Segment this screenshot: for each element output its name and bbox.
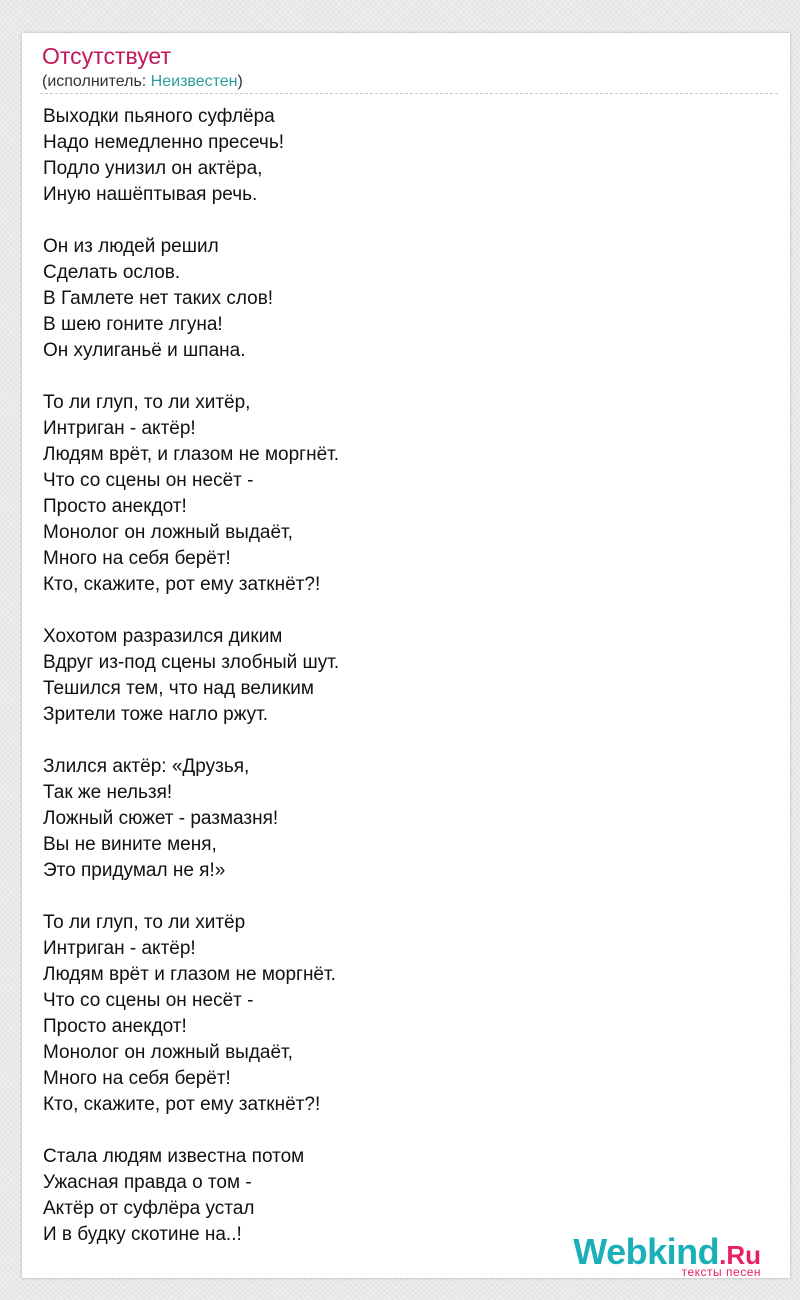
lyrics-text: [43, 104, 743, 1274]
lyric-line: Вдруг из-под сцены злобный шут.: [43, 652, 340, 673]
lyric-line: В шею гоните лгуна!: [43, 314, 223, 335]
stanza: [43, 234, 743, 364]
logo-tld-text: .Ru: [719, 1240, 761, 1270]
lyric-line: То ли глуп, то ли хитёр,: [43, 392, 251, 413]
lyric-line: Иную нашёптывая речь.: [43, 184, 258, 205]
lyric-line: Что со сцены он несёт -: [43, 990, 254, 1011]
lyric-line: Просто анекдот!: [43, 1016, 187, 1037]
lyric-line: Подло унизил он актёра,: [43, 158, 263, 179]
lyric-line: В Гамлете нет таких слов!: [43, 288, 274, 309]
webkind-logo[interactable]: [573, 1231, 761, 1279]
lyric-line: Хохотом разразился диким: [43, 626, 283, 647]
stanza: [43, 624, 743, 728]
stanza: [43, 390, 743, 598]
lyric-line: Ужасная правда о том -: [43, 1172, 252, 1193]
lyric-line: Это придумал не я!»: [43, 860, 226, 881]
artist-line: [42, 72, 243, 92]
lyric-line: Кто, скажите, рот ему заткнёт?!: [43, 574, 321, 595]
lyric-line: Много на себя берёт!: [43, 1068, 231, 1089]
lyric-line: Сделать ослов.: [43, 262, 181, 283]
lyric-line: Злился актёр: «Друзья,: [43, 756, 250, 777]
lyric-line: Стала людям известна потом: [43, 1146, 305, 1167]
lyric-line: Зрители тоже нагло ржут.: [43, 704, 269, 725]
lyric-line: Вы не вините меня,: [43, 834, 217, 855]
lyric-line: Он хулиганьё и шпана.: [43, 340, 246, 361]
artist-link[interactable]: Неизвестен: [150, 73, 238, 90]
lyric-line: Он из людей решил: [43, 236, 219, 257]
stanza: [43, 104, 743, 208]
artist-suffix: ): [237, 73, 243, 90]
lyric-line: Просто анекдот!: [43, 496, 187, 517]
lyric-line: Ложный сюжет - размазня!: [43, 808, 279, 829]
lyric-line: То ли глуп, то ли хитёр: [43, 912, 246, 933]
lyric-line: Много на себя берёт!: [43, 548, 231, 569]
lyric-line: Монолог он ложный выдаёт,: [43, 1042, 293, 1063]
lyric-line: Актёр от суфлёра устал: [43, 1198, 255, 1219]
lyric-line: Что со сцены он несёт -: [43, 470, 254, 491]
title-divider: [40, 93, 778, 94]
lyric-line: Выходки пьяного суфлёра: [43, 106, 275, 127]
lyric-line: Людям врёт и глазом не моргнёт.: [43, 964, 336, 985]
lyric-line: Интриган - актёр!: [43, 938, 196, 959]
lyrics-card: [22, 33, 790, 1278]
song-title: Отсутствует: [42, 43, 171, 69]
lyric-line: Так же нельзя!: [43, 782, 173, 803]
lyric-line: И в будку скотине на..!: [43, 1224, 242, 1245]
lyric-line: Кто, скажите, рот ему заткнёт?!: [43, 1094, 321, 1115]
artist-prefix: (исполнитель:: [42, 73, 151, 90]
lyric-line: Монолог он ложный выдаёт,: [43, 522, 293, 543]
lyric-line: Интриган - актёр!: [43, 418, 196, 439]
logo-subtitle: тексты песен: [681, 1265, 761, 1279]
lyric-line: Тешился тем, что над великим: [43, 678, 314, 699]
stanza: [43, 754, 743, 884]
lyric-line: Людям врёт, и глазом не моргнёт.: [43, 444, 340, 465]
logo-main-text: Webkind: [573, 1231, 720, 1272]
stanza: [43, 910, 743, 1118]
lyric-line: Надо немедленно пресечь!: [43, 132, 284, 153]
